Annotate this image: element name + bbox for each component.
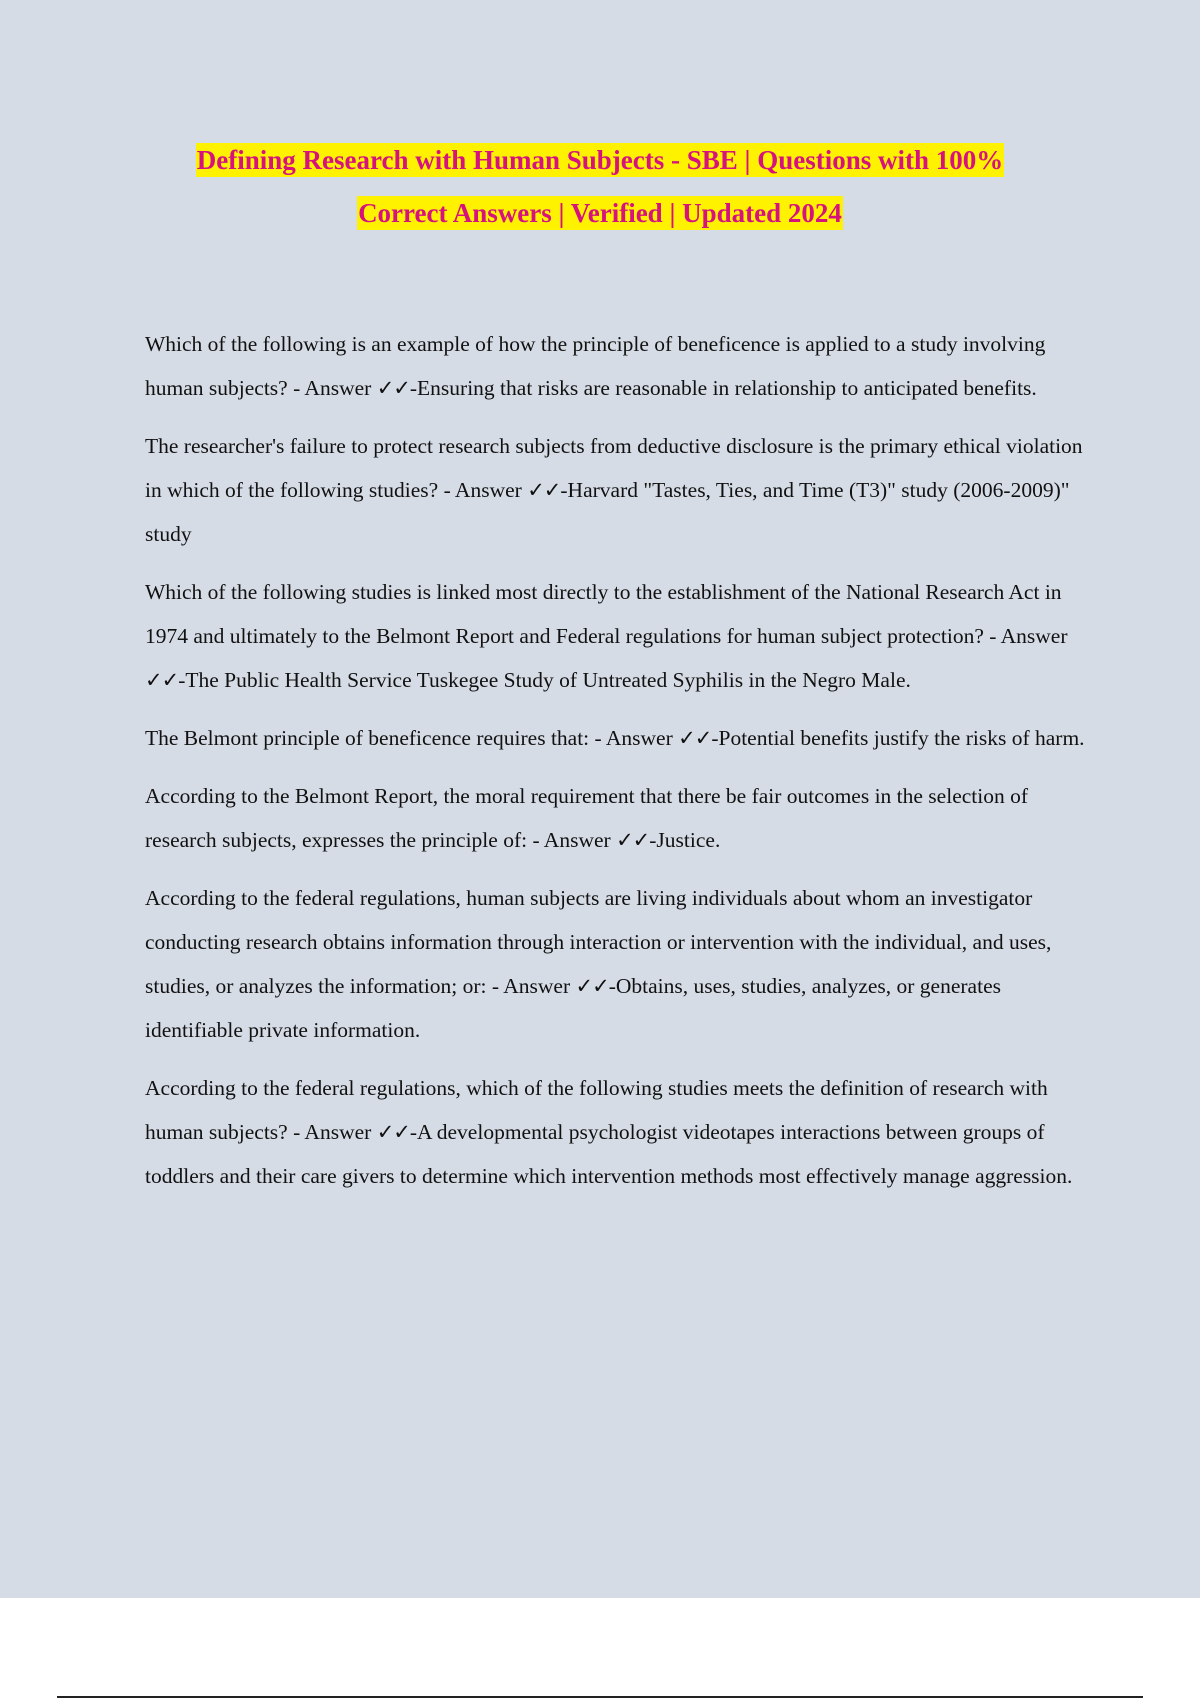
title-line-2: Correct Answers | Verified | Updated 2024 [358,198,842,228]
title-line-1: Defining Research with Human Subjects - SBE | Questions with 100% [196,145,1004,175]
qa-item [145,322,1090,410]
qa-list [145,322,1090,1212]
double-check-icon: ✓✓ [616,828,650,852]
answer-marker: - Answer [983,624,1068,648]
answer-text: -Potential benefits justify the risks of harm. [711,726,1085,750]
question-text: Which of the following studies is linked most directly to the establishment of the National Research Act in 1974 and ultimately to the Belmont Report and Federal regulations for human subject protection? [145,580,1062,648]
double-check-icon: ✓✓ [678,726,712,750]
qa-item [145,424,1090,556]
answer-text: -Obtains, uses, studies, analyzes, or generates identifiable private information. [145,974,1001,1042]
question-text: According to the Belmont Report, the moral requirement that there be fair outcomes in the selection of research subjects, expresses the principle of: [145,784,1029,852]
qa-item [145,1066,1090,1198]
answer-text: -Justice. [649,828,721,852]
question-text: The Belmont principle of beneficence requires that: [145,726,590,750]
double-check-icon: ✓✓ [575,974,609,998]
answer-text: -Ensuring that risks are reasonable in relationship to anticipated benefits. [409,376,1037,400]
question-text: According to the federal regulations, which of the following studies meets the definition of research with human subjects? [145,1076,1048,1144]
qa-item [145,716,1090,760]
document-title [0,136,1200,242]
answer-marker: - Answer [287,1120,377,1144]
qa-item [145,570,1090,702]
answer-marker: - Answer [438,478,528,502]
question-text: Which of the following is an example of how the principle of beneficence is applied to a study involving human subjects? [145,332,1046,400]
double-check-icon: ✓✓ [145,668,179,692]
double-check-icon: ✓✓ [376,376,410,400]
answer-text: -A developmental psychologist videotapes interactions between groups of toddlers and their care givers to determine which intervention methods most effectively manage aggression. [145,1120,1073,1188]
answer-text: -Harvard "Tastes, Ties, and Time (T3)" study (2006-2009)" study [145,478,1070,546]
footer-divider [57,1696,1143,1698]
qa-item [145,876,1090,1052]
double-check-icon: ✓✓ [527,478,561,502]
answer-marker: - Answer [287,376,377,400]
question-text: The researcher's failure to protect research subjects from deductive disclosure is the primary ethical violation in which of the following studies? [145,434,1083,502]
question-text: According to the federal regulations, human subjects are living individuals about whom an investigator conducting research obtains information through interaction or intervention with the individual, and uses, studies, or analyzes the information; or: [145,886,1052,998]
answer-marker: - Answer [486,974,576,998]
answer-marker: - Answer [589,726,679,750]
qa-item [145,774,1090,862]
answer-text: -The Public Health Service Tuskegee Study of Untreated Syphilis in the Negro Male. [178,668,911,692]
double-check-icon: ✓✓ [376,1120,410,1144]
answer-marker: - Answer [527,828,617,852]
